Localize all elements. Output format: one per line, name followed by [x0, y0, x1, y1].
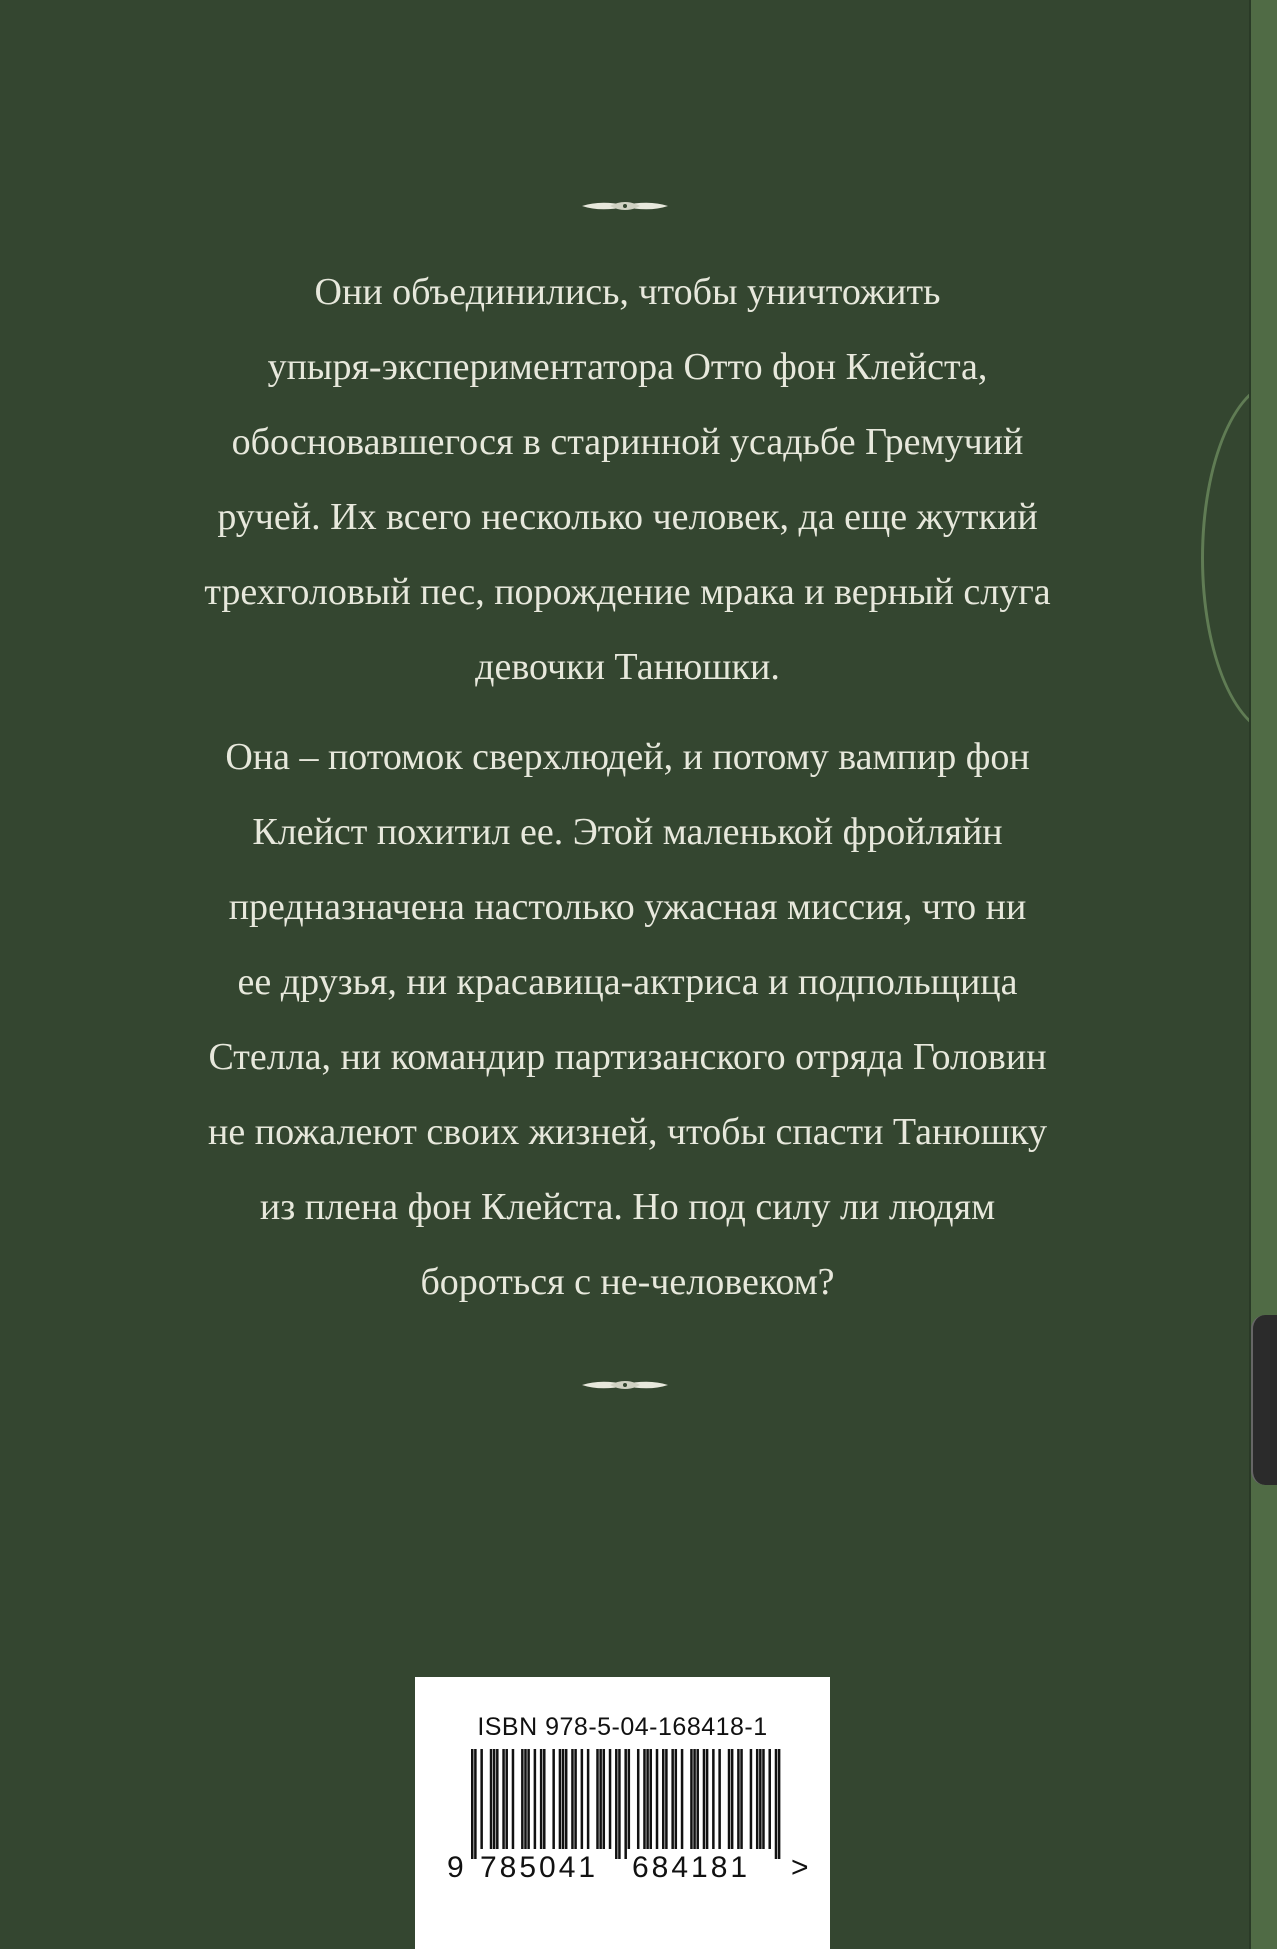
barcode-bar: [703, 1749, 706, 1849]
barcode-bar: [756, 1749, 759, 1849]
barcode-bar: [559, 1749, 562, 1849]
barcode-bar: [737, 1749, 740, 1849]
flourish-ornament-bottom: [580, 1377, 670, 1393]
barcode-bar: [565, 1749, 568, 1849]
flourish-ornament-top: [580, 198, 670, 214]
barcode-bar: [512, 1749, 515, 1849]
annotation-line: предназначена настолько ужасная миссия, что ни: [228, 886, 1027, 928]
annotation-line: Клейст похитил ее. Этой маленькой фройляйн: [252, 811, 1003, 853]
isbn-barcode-panel: [415, 1677, 830, 1949]
barcode-bar: [527, 1749, 530, 1849]
annotation-line: упыря-экспериментатора Отто фон Клейста,: [267, 346, 988, 388]
barcode-bar: [609, 1749, 612, 1849]
barcode-bar: [540, 1749, 543, 1849]
barcode-bar: [603, 1749, 606, 1849]
barcode-bar: [505, 1749, 508, 1849]
barcode-bar: [624, 1749, 627, 1859]
barcode-bar: [665, 1749, 668, 1849]
barcode-bar: [675, 1749, 678, 1849]
barcode-bar: [618, 1749, 621, 1859]
barcode-bar: [750, 1749, 753, 1849]
barcode-bar: [693, 1749, 696, 1849]
barcode-bar: [571, 1749, 574, 1849]
isbn-arrow: >: [791, 1851, 809, 1884]
isbn-label: ISBN 978-5-04-168418-1: [477, 1713, 768, 1741]
barcode-bar: [656, 1749, 659, 1849]
annotation-line: Они объединились, чтобы уничтожить: [314, 271, 941, 313]
barcode-bar: [615, 1749, 618, 1859]
annotation-line: девочки Танюшки.: [475, 646, 780, 688]
barcode-bar: [543, 1749, 546, 1849]
annotation-line: не пожалеют своих жизней, чтобы спасти Танюшку: [208, 1111, 1047, 1153]
annotation-paragraph-1: [0, 255, 1255, 705]
barcode-bar: [731, 1749, 734, 1849]
barcode-bar: [643, 1749, 646, 1849]
annotation-line: Стелла, ни командир партизанского отряда Головин: [208, 1036, 1047, 1078]
barcode-bar: [490, 1749, 493, 1849]
barcode-bar: [768, 1749, 771, 1849]
isbn-right-group: 684181: [632, 1851, 751, 1884]
barcode-bar: [628, 1749, 631, 1849]
barcode-bar: [690, 1749, 693, 1849]
barcode-bar: [706, 1749, 709, 1849]
barcode-bar: [471, 1749, 474, 1859]
barcode-bar: [493, 1749, 496, 1849]
barcode-bar: [662, 1749, 665, 1849]
annotation-line: ручей. Их всего несколько человек, да еще жуткий: [217, 496, 1038, 538]
isbn-first-digit: 9: [447, 1851, 464, 1884]
annotation-line: трехголовый пес, порождение мрака и верный слуга: [204, 571, 1051, 613]
barcode-bar: [728, 1749, 731, 1849]
barcode-bar: [599, 1749, 602, 1849]
isbn-digits: [447, 1851, 827, 1891]
annotation-line: из плена фон Клейста. Но под силу ли людям: [259, 1186, 996, 1228]
barcode-bar: [502, 1749, 505, 1849]
spine-emblem: [1251, 1315, 1277, 1485]
barcode-bar: [524, 1749, 527, 1849]
annotation-paragraph-2: [0, 720, 1255, 1320]
barcode-bar: [562, 1749, 565, 1849]
barcode-bar: [696, 1749, 699, 1849]
barcode-bar: [552, 1749, 555, 1849]
barcode-bar: [762, 1749, 765, 1849]
barcode-bar: [740, 1749, 743, 1849]
barcode-bar: [775, 1749, 778, 1859]
barcode-bar: [681, 1749, 684, 1849]
annotation-line: обосновавшегося в старинной усадьбе Гремучий: [231, 421, 1024, 463]
barcode-bar: [718, 1749, 721, 1849]
barcode: [471, 1749, 781, 1859]
barcode-bar: [596, 1749, 599, 1849]
barcode-bar: [521, 1749, 524, 1849]
isbn-left-group: 785041: [480, 1851, 599, 1884]
barcode-bar: [480, 1749, 483, 1849]
barcode-bar: [574, 1749, 577, 1849]
barcode-bar: [712, 1749, 715, 1849]
barcode-bar: [759, 1749, 762, 1849]
barcode-bar: [587, 1749, 590, 1849]
barcode-bar: [496, 1749, 499, 1849]
barcode-bar: [778, 1749, 781, 1859]
barcode-bar: [671, 1749, 674, 1849]
barcode-bar: [646, 1749, 649, 1849]
barcode-bar: [649, 1749, 652, 1849]
annotation-line: Она – потомок сверхлюдей, и потому вампир фон: [225, 736, 1030, 778]
annotation-line: бороться с не-человеком?: [420, 1261, 835, 1303]
barcode-bar: [581, 1749, 584, 1849]
barcode-bar: [637, 1749, 640, 1849]
barcode-bar: [534, 1749, 537, 1849]
barcode-bar: [474, 1749, 477, 1859]
annotation-line: ее друзья, ни красавица-актриса и подпольщица: [237, 961, 1018, 1003]
